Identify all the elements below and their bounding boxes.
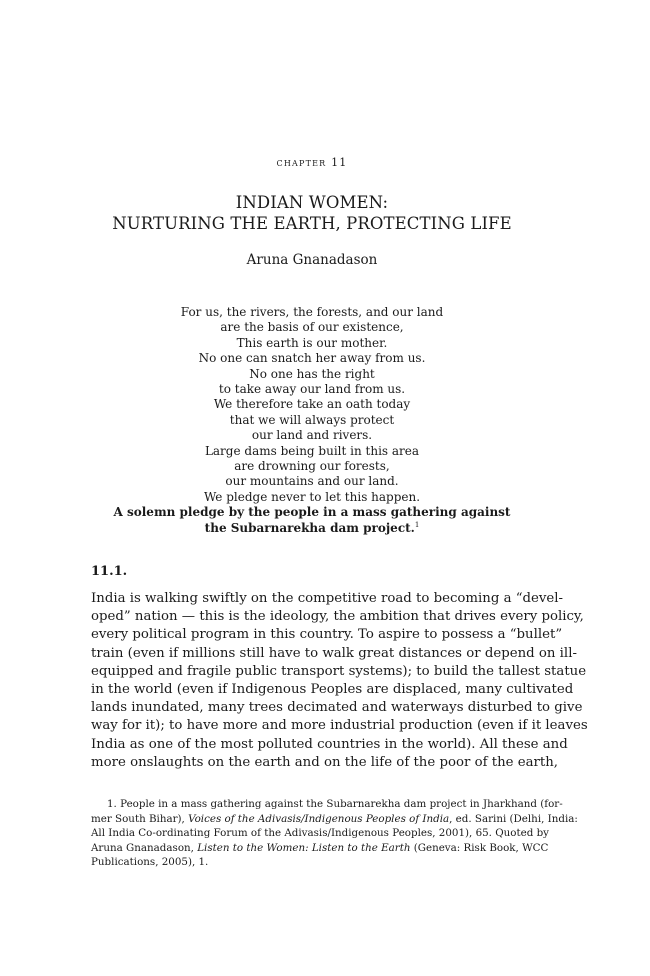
footnote-line: 1. People in a mass gathering against the Subarnarekha dam project in Jharkhand (for-	[107, 798, 563, 810]
body-paragraph	[91, 590, 588, 772]
body-line: lands inundated, many trees decimated and waterways disturbed to give	[91, 700, 583, 716]
section-heading: 11.1.	[91, 564, 128, 579]
epigraph-source-text: the Subarnarekha dam project.	[204, 520, 415, 535]
footnote-book-title: Voices of the Adivasis/Indigenous Peoples of India	[188, 812, 450, 825]
epigraph-line: that we will always protect	[229, 412, 395, 427]
footnote-text: (Geneva: Risk Book, WCC	[410, 841, 549, 854]
epigraph-line: are drowning our forests,	[234, 459, 390, 474]
epigraph-source-text: A solemn pledge by the people in a mass gathering against	[113, 505, 511, 520]
epigraph	[0, 305, 624, 536]
epigraph-source	[0, 521, 624, 536]
epigraph-line: Large dams being built in this area	[204, 443, 420, 458]
chapter-label: chapter 11	[276, 156, 348, 169]
body-line: in the world (even if Indigenous Peoples are displaced, many cultivated	[91, 682, 574, 698]
footnote-text: Aruna Gnanadason,	[91, 841, 198, 854]
chapter-title-line: INDIAN WOMEN:	[235, 193, 389, 212]
body-line: way for it); to have more and more industrial production (even if it leaves	[91, 718, 588, 734]
body-line: India as one of the most polluted countries in the world). All these and	[91, 736, 568, 752]
body-line: equipped and fragile public transport systems); to build the tallest statue	[91, 663, 587, 679]
epigraph-line: are the basis of our existence,	[220, 320, 404, 335]
epigraph-line: to take away our land from us.	[218, 382, 406, 397]
footnote-line: Publications, 2005), 1.	[91, 856, 209, 869]
epigraph-line: our mountains and our land.	[225, 474, 399, 489]
footnote-text: , ed. Sarini (Delhi, India:	[449, 812, 578, 825]
footnote-reference[interactable]: 1	[414, 520, 420, 529]
body-line: every political program in this country. To aspire to possess a “bullet”	[91, 627, 563, 643]
body-line: India is walking swiftly on the competitive road to becoming a “devel-	[91, 591, 564, 606]
epigraph-line: our land and rivers.	[251, 428, 373, 443]
footnote-book-title: Listen to the Women: Listen to the Earth	[197, 841, 411, 854]
chapter-author: Aruna Gnanadason	[246, 252, 378, 268]
epigraph-line: This earth is our mother.	[236, 335, 388, 350]
epigraph-line: For us, the rivers, the forests, and our land	[180, 305, 444, 319]
body-line: train (even if millions still have to walk great distances or depend on ill-	[91, 645, 577, 661]
epigraph-line: We pledge never to let this happen.	[203, 489, 421, 504]
body-line: oped” nation — this is the ideology, the ambition that drives every policy,	[91, 609, 584, 625]
footnote-line	[91, 841, 549, 856]
footnote	[91, 797, 578, 870]
epigraph-line: No one can snatch her away from us.	[198, 351, 426, 366]
epigraph-source	[0, 505, 624, 520]
chapter-title	[0, 192, 624, 234]
footnote-line: All India Co-ordinating Forum of the Adivasis/Indigenous Peoples, 2001), 65. Quoted by	[91, 827, 550, 840]
footnote-line	[91, 812, 578, 827]
body-line: more onslaughts on the earth and on the life of the poor of the earth,	[91, 754, 559, 770]
chapter-title-line: NURTURING THE EARTH, PROTECTING LIFE	[112, 214, 512, 233]
epigraph-line: We therefore take an oath today	[213, 397, 411, 412]
epigraph-line: No one has the right	[249, 366, 375, 381]
footnote-text: mer South Bihar),	[91, 812, 189, 825]
